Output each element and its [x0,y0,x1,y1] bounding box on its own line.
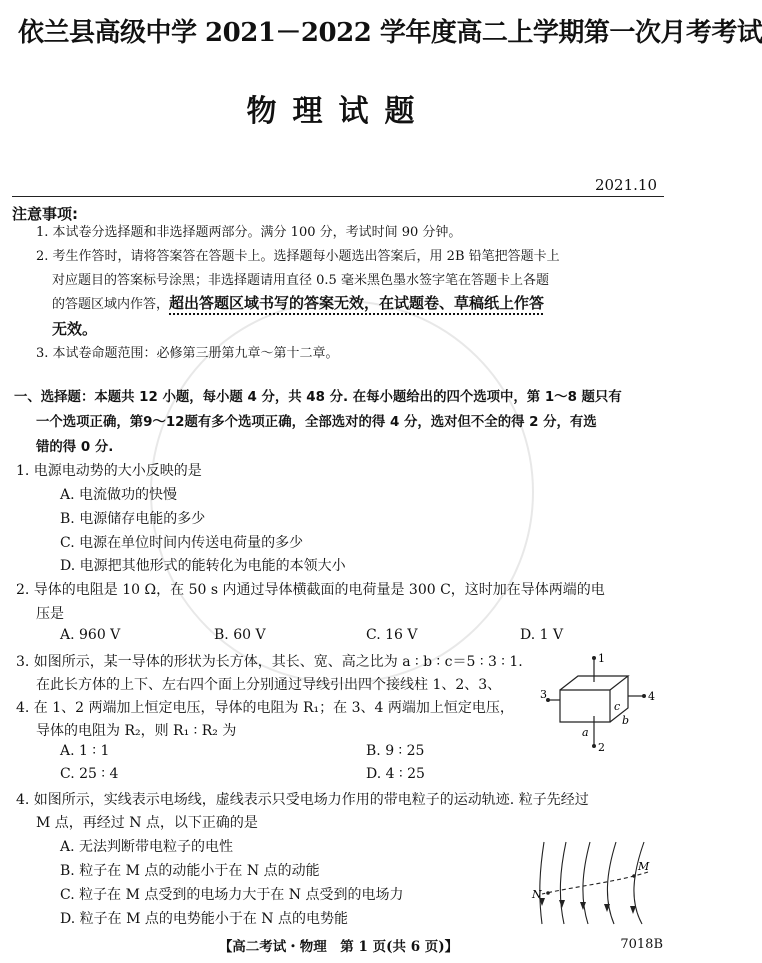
divider [12,196,664,197]
notice-item-2-line-3 [52,292,544,314]
dimension-c-label: c [614,700,621,713]
q1-option-b: B. 电源储存电能的多少 [60,511,206,527]
q2-option-c: C. 16 V [366,627,418,643]
q3-cuboid-figure [540,650,665,755]
section-instructions-line-1: 一、选择题：本题共 12 小题，每小题 4 分，共 48 分. 在每小题给出的四个选项中，第 1～8 题只有 [14,390,622,405]
notice-emphasis: 超出答题区域书写的答案无效，在试题卷、草稿纸上作答 [169,294,545,312]
q2-stem-line-2: 压是 [36,606,64,622]
q3-stem-line-1: 3. 如图所示，某一导体的形状为长方体，其长、宽、高之比为 a ∶ b ∶ c＝5 ∶ 3 ∶ 1. [16,654,523,670]
q1-option-c: C. 电源在单位时间内传送电荷量的多少 [60,535,304,551]
q3-stem-line-4: 导体的电阻为 R₂，则 R₁ ∶ R₂ 为 [36,723,237,739]
dimension-b-label: b [622,714,630,727]
exam-date: 2021.10 [594,176,657,194]
q2-option-d: D. 1 V [520,627,564,643]
q2-stem-line-1: 2. 导体的电阻是 10 Ω，在 50 s 内通过导体横截面的电荷量是 300 C，这时加在导体两端的电 [16,582,605,598]
paper-code: 7018B [620,937,663,952]
point-m-label: M [638,860,650,873]
q3-option-b: B. 9 ∶ 25 [366,743,425,759]
section-instructions-line-2: 一个选项正确，第9～12题有多个选项正确，全部选对的得 4 分，选对但不全的得 2 分，有选 [36,415,597,430]
q3-stem-line-3: 4. 在 1、2 两端加上恒定电压，导体的电阻为 R₁；在 3、4 两端加上恒定电压， [16,700,514,716]
q2-option-b: B. 60 V [214,627,266,643]
terminal-3-label: 3 [540,688,547,701]
page-footer: 【高二考试・物理 第 1 页(共 6 页)】 [218,939,459,955]
q3-option-d: D. 4 ∶ 25 [366,766,425,782]
q4-option-a: A. 无法判断带电粒子的电性 [60,839,234,855]
notice-item-1: 1. 本试卷分选择题和非选择题两部分。满分 100 分，考试时间 90 分钟。 [36,225,462,240]
q1-option-d: D. 电源把其他形式的能转化为电能的本领大小 [60,558,346,574]
q2-option-a: A. 960 V [60,627,121,643]
notice-item-3: 3. 本试卷命题范围：必修第三册第九章～第十二章。 [36,346,339,361]
notice-item-2-line-4: 无效。 [52,320,98,338]
terminal-2-label: 2 [598,741,605,754]
page-title: 物理试题 [246,94,431,129]
q1-option-a: A. 电流做功的快慢 [60,487,178,503]
section-instructions-line-3: 错的得 0 分. [36,440,114,455]
exam-header: 依兰县高级中学 2021－2022 学年度高二上学期第一次月考考试 [18,18,762,48]
q4-stem-line-1: 4. 如图所示，实线表示电场线，虚线表示只受电场力作用的带电粒子的运动轨迹. 粒子先经过 [16,792,589,808]
q4-option-d: D. 粒子在 M 点的电势能小于在 N 点的电势能 [60,911,349,927]
terminal-4-label: 4 [648,690,655,703]
point-n-label: N [532,888,542,901]
q3-stem-line-2: 在此长方体的上下、左右四个面上分别通过导线引出四个接线柱 1、2、3、 [36,677,502,693]
notice-item-2-plain: 的答题区域内作答， [52,297,170,312]
q1-stem: 1. 电源电动势的大小反映的是 [16,463,202,479]
q4-option-b: B. 粒子在 M 点的动能小于在 N 点的动能 [60,863,320,879]
notice-heading: 注意事项: [12,205,78,223]
terminal-1-label: 1 [598,652,605,665]
q4-field-figure [522,838,662,928]
notice-item-2-line-1: 2. 考生作答时，请将答案答在答题卡上。选择题每小题选出答案后，用 2B 铅笔把答题卡上 [36,249,560,264]
q4-stem-line-2: M 点，再经过 N 点，以下正确的是 [36,815,258,831]
dimension-a-label: a [582,726,589,739]
q4-option-c: C. 粒子在 M 点受到的电场力大于在 N 点受到的电场力 [60,887,404,903]
q3-option-a: A. 1 ∶ 1 [60,743,110,759]
q3-option-c: C. 25 ∶ 4 [60,766,119,782]
notice-item-2-line-2: 对应题目的答案标号涂黑；非选择题请用直径 0.5 毫米黑色墨水签字笔在答题卡上各题 [52,273,549,288]
